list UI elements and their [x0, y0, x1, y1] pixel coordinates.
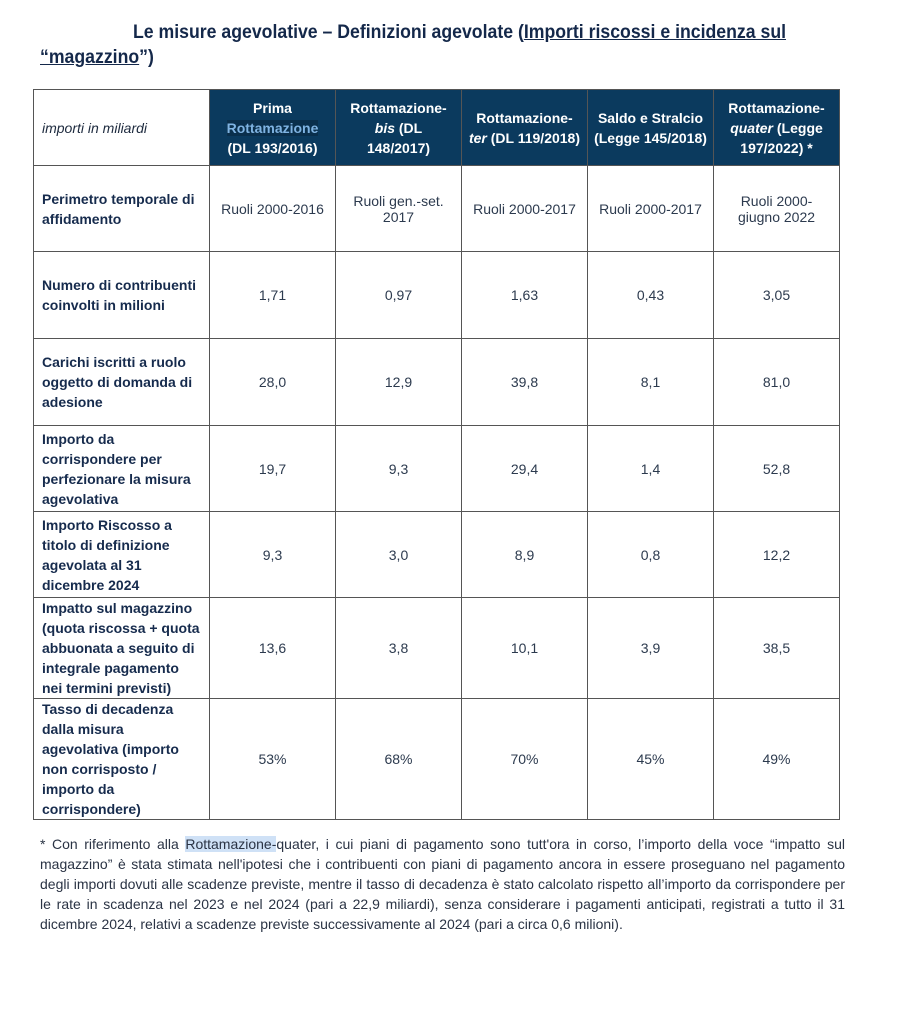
title-text: Le misure agevolative – Definizioni agevolate ( — [133, 22, 524, 43]
row-label: Importo Riscosso a titolo di definizione agevolata al 31 dicembre 2024 — [34, 512, 210, 598]
table-cell: Ruoli 2000-giugno 2022 — [714, 166, 840, 252]
table-row — [34, 252, 840, 339]
table-cell: 39,8 — [462, 339, 588, 426]
highlighted-text: Rottamazione — [226, 119, 319, 136]
row-label: Importo da corrispondere per perfezionare la misura agevolativa — [34, 426, 210, 512]
table-cell: 38,5 — [714, 598, 840, 699]
column-header-rottamazione-ter: Rottamazione- ter (DL 119/2018) — [462, 90, 588, 166]
table-row — [34, 699, 840, 820]
table-cell: 13,6 — [210, 598, 336, 699]
units-label: importi in miliardi — [34, 90, 210, 166]
row-label: Carichi iscritti a ruolo oggetto di domanda di adesione — [34, 339, 210, 426]
table-cell: 70% — [462, 699, 588, 820]
table-cell: 3,0 — [336, 512, 462, 598]
table-cell: 1,63 — [462, 252, 588, 339]
table-cell: 3,05 — [714, 252, 840, 339]
table-cell: 12,2 — [714, 512, 840, 598]
table-cell: 3,8 — [336, 598, 462, 699]
table-cell: 3,9 — [588, 598, 714, 699]
table-cell: 9,3 — [210, 512, 336, 598]
table-header-row — [34, 90, 840, 166]
table-cell: 53% — [210, 699, 336, 820]
table-cell: Ruoli 2000-2017 — [462, 166, 588, 252]
table-cell: 9,3 — [336, 426, 462, 512]
table-cell: 28,0 — [210, 339, 336, 426]
table-cell: Ruoli 2000-2016 — [210, 166, 336, 252]
row-label: Numero di contribuenti coinvolti in milioni — [34, 252, 210, 339]
table-row — [34, 426, 840, 512]
title-underlined: Importi riscossi e incidenza sul — [523, 22, 787, 43]
column-header-rottamazione-bis: Rottamazione- bis (DL 148/2017) — [336, 90, 462, 166]
column-header-saldo-stralcio: Saldo e Stralcio (Legge 145/2018) — [588, 90, 714, 166]
table-cell: 10,1 — [462, 598, 588, 699]
footnote: * Con riferimento alla Rottamazione-quater, i cui piani di pagamento sono tutt'ora in corso, l’importo della voce “impatto sul magazzino” è stata stimata nell'ipotesi che i contribuenti con piani di pagamento ancora in essere proseguano nel pagamento degli importi dovuti alle scadenze previste, mentre il tasso di decadenza è stato calcolato rispetto all’importo da corrispondere per le rate in scadenza nel 2023 e nel 2024 (pari a 22,9 miliardi), senza considerare i pagamenti anticipati, registrati a tutto il 31 dicembre 2024, relativi a scadenze previste successivamente al 2024 (pari a circa 0,6 milioni). — [40, 836, 845, 932]
table-cell: 1,4 — [588, 426, 714, 512]
table-cell: Ruoli 2000-2017 — [588, 166, 714, 252]
table-row — [34, 166, 840, 252]
row-label: Tasso di decadenza dalla misura agevolativa (importo non corrisposto / importo da corrispondere) — [34, 699, 210, 820]
table-cell: Ruoli gen.-set. 2017 — [336, 166, 462, 252]
table-cell: 0,8 — [588, 512, 714, 598]
title-underlined-2: “magazzino — [40, 47, 140, 68]
table-cell: 68% — [336, 699, 462, 820]
table-cell: 52,8 — [714, 426, 840, 512]
table-cell: 0,43 — [588, 252, 714, 339]
page-title — [40, 20, 789, 70]
table-cell: 19,7 — [210, 426, 336, 512]
column-header-prima-rottamazione: Prima Rottamazione (DL 193/2016) — [210, 90, 336, 166]
row-label: Impatto sul magazzino (quota riscossa + quota abbuonata a seguito di integrale pagamento nei termini previsti) — [34, 598, 210, 699]
column-header-rottamazione-quater: Rottamazione- quater (Legge 197/2022) * — [714, 90, 840, 166]
table-row — [34, 598, 840, 699]
table-row — [34, 339, 840, 426]
table-cell: 8,1 — [588, 339, 714, 426]
table-cell: 0,97 — [336, 252, 462, 339]
measures-table — [33, 89, 840, 820]
table-cell: 1,71 — [210, 252, 336, 339]
title-closing: ”) — [139, 47, 154, 68]
table-cell: 29,4 — [462, 426, 588, 512]
table-cell: 49% — [714, 699, 840, 820]
table-cell: 12,9 — [336, 339, 462, 426]
highlighted-text: Rottamazione- — [185, 836, 277, 852]
table-cell: 45% — [588, 699, 714, 820]
row-label: Perimetro temporale di affidamento — [34, 166, 210, 252]
table-cell: 81,0 — [714, 339, 840, 426]
table-cell: 8,9 — [462, 512, 588, 598]
table-row — [34, 512, 840, 598]
